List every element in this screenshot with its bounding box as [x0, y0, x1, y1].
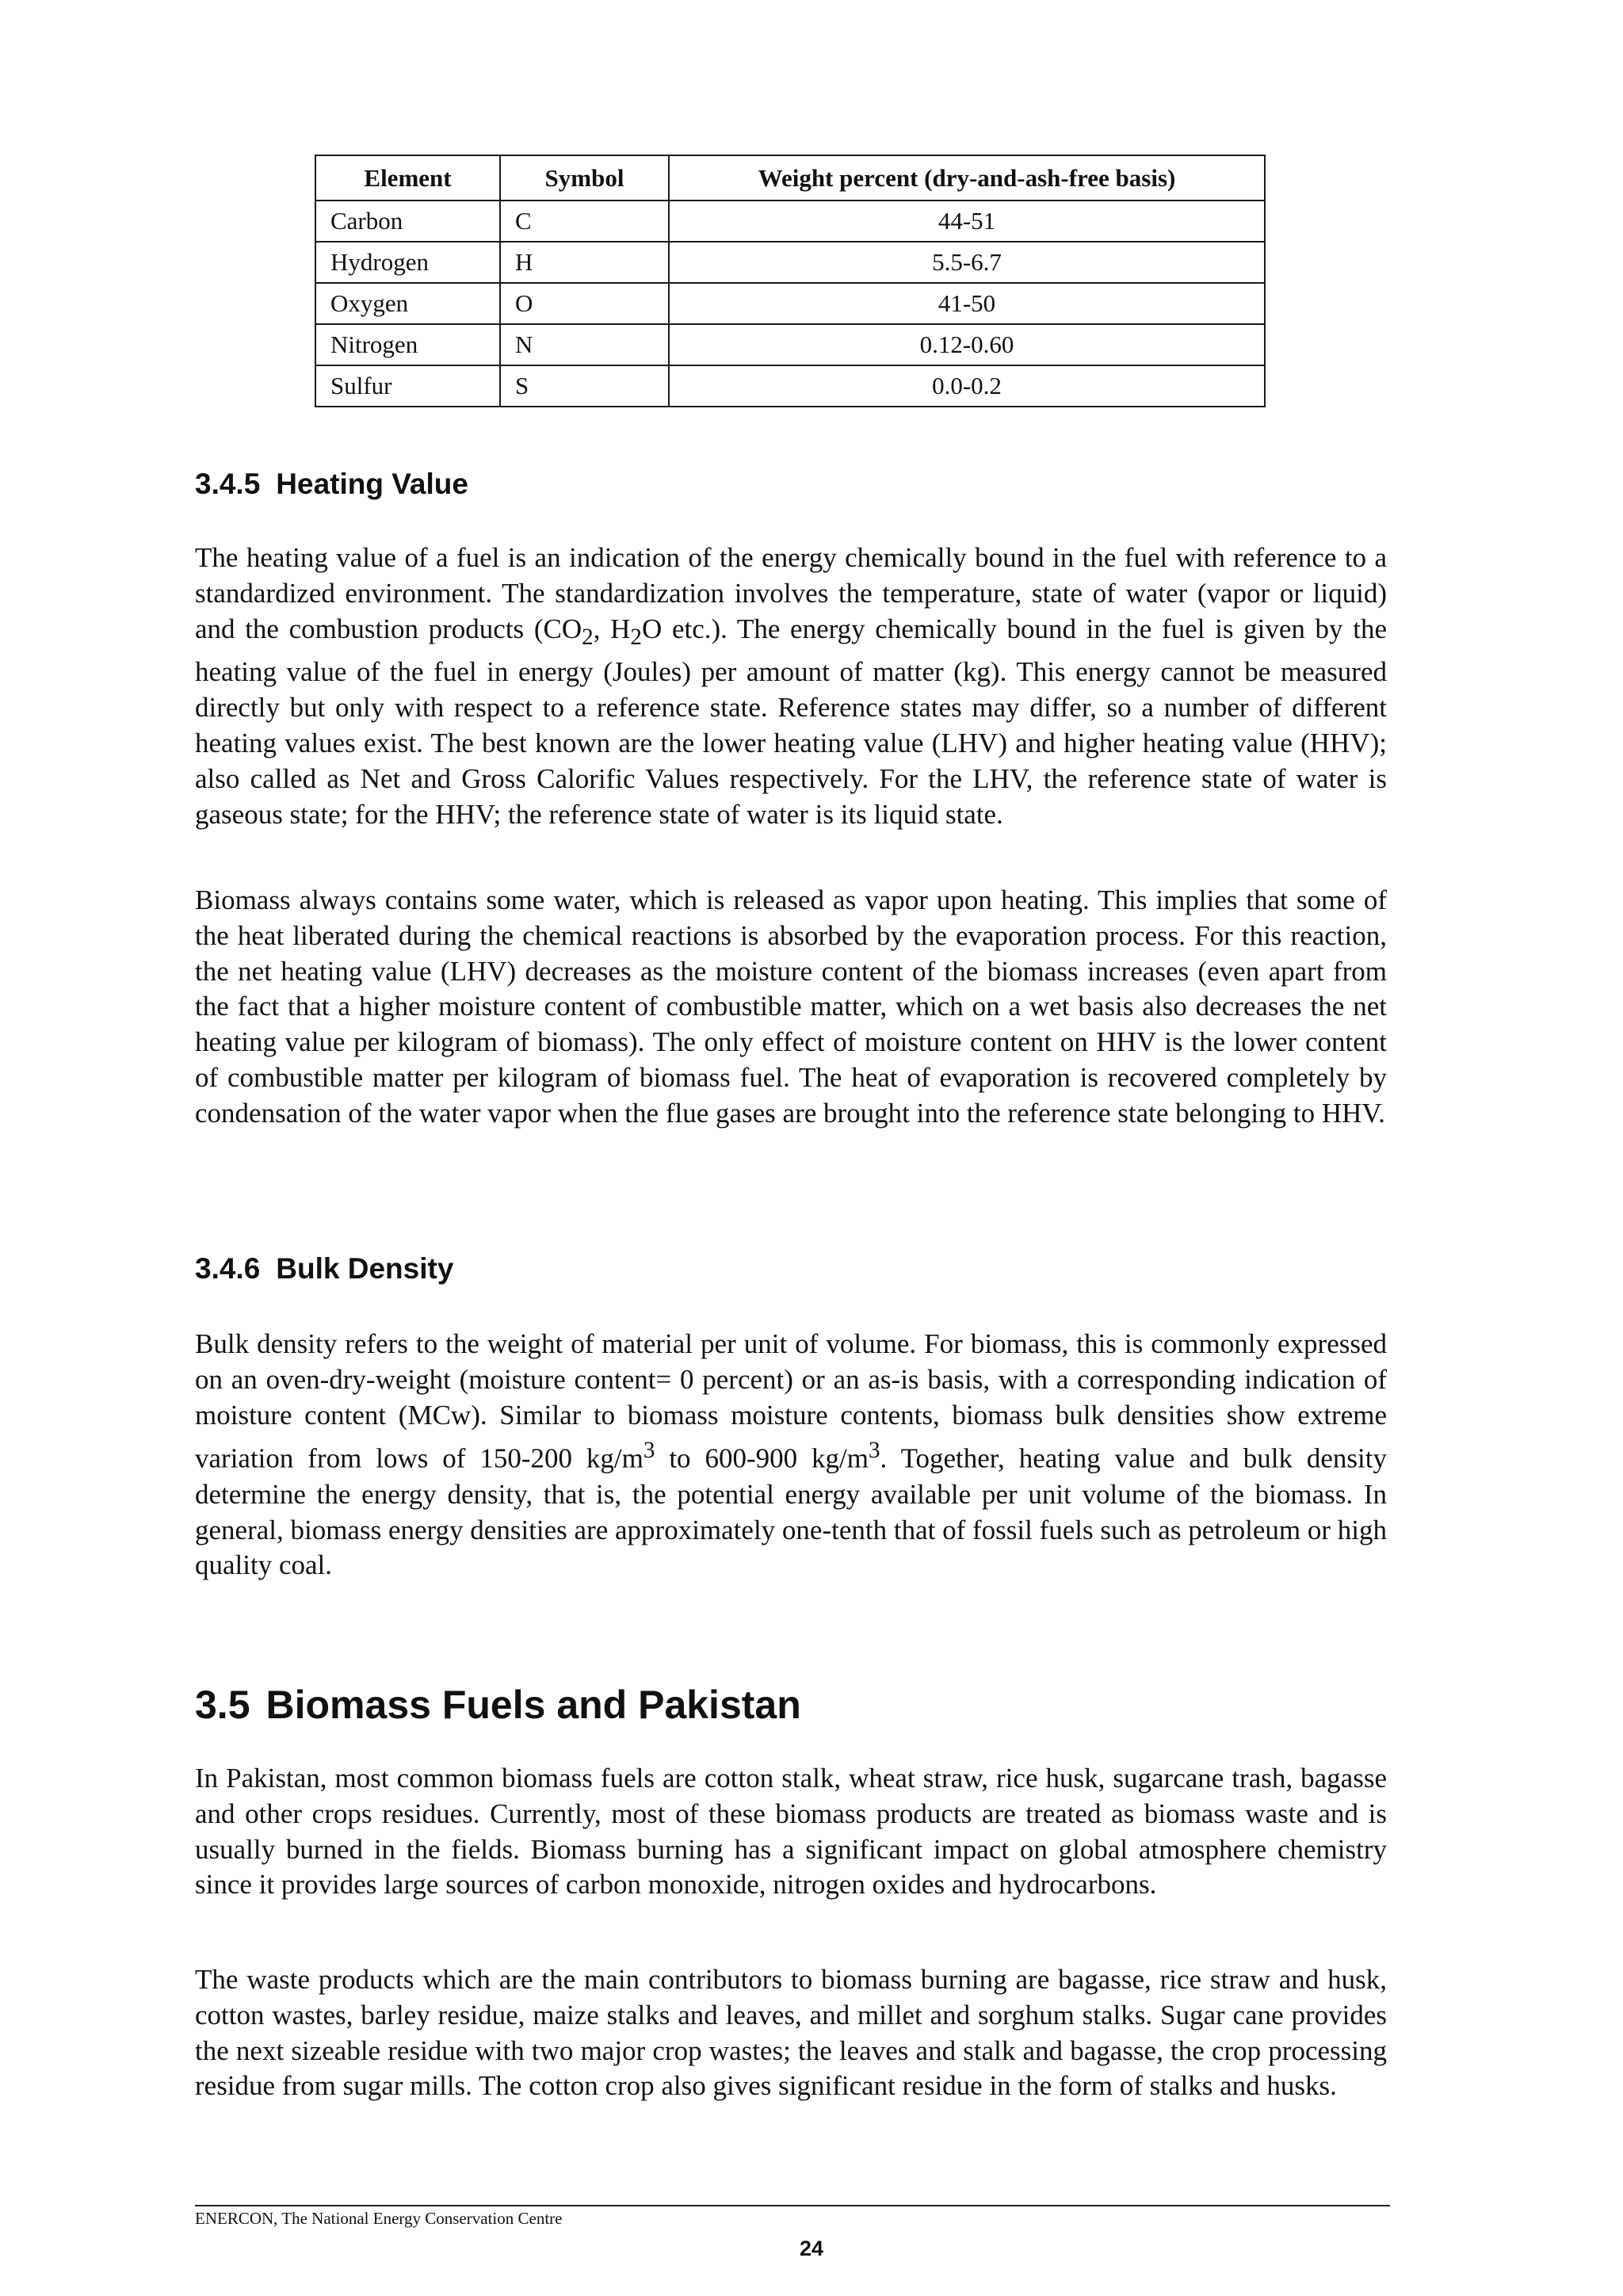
text-run: Bulk density refers to the weight of material per unit of volume. For biomass, this is commonly expressed on an oven-dry-weight (moisture content= 0 percent) or an as-is basis, with a corresponding indication of moisture content (MCw). Similar to biomass moisture contents, biomass bulk densities show extreme variation from lows of 150-200 kg/m — [195, 1328, 1387, 1475]
cell-symbol: C — [500, 201, 669, 242]
cell-weight: 41-50 — [669, 283, 1265, 324]
page-number: 24 — [799, 2237, 824, 2260]
bulk-density-paragraph — [195, 1327, 1387, 1584]
heading-biomass-fuels-pakistan — [195, 1682, 801, 1728]
cell-element: Sulfur — [315, 365, 500, 407]
heading-heating-value — [195, 468, 468, 501]
table-row — [315, 365, 1265, 407]
text-run: . Together, heating value and bulk density determine the energy density, that is, the potential energy available per unit volume of the biomass. In general, biomass energy densities are approximately one-tenth that of fossil fuels such as petroleum or high quality coal. — [195, 1443, 1388, 1581]
cell-symbol: H — [500, 242, 669, 283]
section-number: 3.4.6 — [195, 1252, 261, 1285]
biomass-composition-table — [315, 155, 1266, 407]
section-title: Heating Value — [276, 468, 468, 500]
subscript: 2 — [630, 624, 642, 650]
section-number: 3.5 — [195, 1683, 250, 1727]
text-run: to 600-900 kg/m — [655, 1443, 869, 1475]
cell-symbol: N — [500, 324, 669, 365]
cell-element: Oxygen — [315, 283, 500, 324]
table-header-row — [315, 155, 1265, 201]
cell-weight: 0.0-0.2 — [669, 365, 1265, 407]
biomass-pakistan-paragraph-2: The waste products which are the main contributors to biomass burning are bagasse, rice straw and husk, cotton wastes, barley residue, maize stalks and leaves, and millet and sorghum stalks. Sugar cane provides the next sizeable residue with two major crop wastes; the leaves and stalk and bagasse, the crop processing residue from sugar mills. The cotton crop also gives significant residue in the form of stalks and husks. — [195, 1964, 1387, 2102]
text-run: The heating value of a fuel is an indication of the energy chemically bound in the fuel with reference to a standardized environment. The standardization involves the temperature, state of water (vapor or liquid) and the combustion products (CO — [195, 542, 1387, 644]
table-row — [315, 242, 1265, 283]
section-title: Biomass Fuels and Pakistan — [265, 1683, 801, 1727]
cell-symbol: O — [500, 283, 669, 324]
section-number: 3.4.5 — [195, 468, 261, 500]
table-row — [315, 201, 1265, 242]
section-title: Bulk Density — [276, 1252, 454, 1285]
table-row — [315, 283, 1265, 324]
cell-weight: 5.5-6.7 — [669, 242, 1265, 283]
footer-organization: ENERCON, The National Energy Conservation Centre — [195, 2209, 563, 2228]
column-header-symbol: Symbol — [500, 155, 669, 201]
footer-divider — [195, 2205, 1390, 2206]
cell-element: Carbon — [315, 201, 500, 242]
heading-bulk-density — [195, 1252, 453, 1286]
cell-weight: 44-51 — [669, 201, 1265, 242]
heating-value-paragraph-2: Biomass always contains some water, which is released as vapor upon heating. This implies that some of the heat liberated during the chemical reactions is absorbed by the evaporation process. For this reaction, the net heating value (LHV) decreases as the moisture content of the biomass increases (even apart from the fact that a higher moisture content of combustible matter, which on a wet basis also decreases the net heating value per kilogram of biomass). The only effect of moisture content on HHV is the lower content of combustible matter per kilogram of biomass fuel. The heat of evaporation is recovered completely by condensation of the water vapor when the flue gases are brought into the reference state belonging to HHV. — [195, 884, 1387, 1129]
cell-weight: 0.12-0.60 — [669, 324, 1265, 365]
column-header-element: Element — [315, 155, 500, 201]
text-run: , H — [593, 613, 631, 644]
table-row — [315, 324, 1265, 365]
text-run: O etc.). The energy chemically bound in the fuel is given by the heating value of the fuel in energy (Joules) per amount of matter (kg). This energy cannot be measured directly but only with respect to a reference state. Reference states may differ, so a number of different heating values exist. The best known are the lower heating value (LHV) and higher heating value (HHV); also called as Net and Gross Calorific Values respectively. For the LHV, the reference state of water is gaseous state; for the HHV; the reference state of water is its liquid state. — [195, 613, 1387, 830]
cell-element: Hydrogen — [315, 242, 500, 283]
cell-element: Nitrogen — [315, 324, 500, 365]
superscript: 3 — [643, 1438, 655, 1464]
biomass-pakistan-paragraph-1: In Pakistan, most common biomass fuels are cotton stalk, wheat straw, rice husk, sugarcane trash, bagasse and other crops residues. Currently, most of these biomass products are treated as biomass waste and is usually burned in the fields. Biomass burning has a significant impact on global atmosphere chemistry since it provides large sources of carbon monoxide, nitrogen oxides and hydrocarbons. — [195, 1763, 1387, 1901]
cell-symbol: S — [500, 365, 669, 407]
subscript: 2 — [582, 624, 594, 650]
column-header-weight-percent: Weight percent (dry-and-ash-free basis) — [669, 155, 1265, 201]
superscript: 3 — [868, 1438, 880, 1464]
heating-value-paragraph-1 — [195, 541, 1387, 832]
